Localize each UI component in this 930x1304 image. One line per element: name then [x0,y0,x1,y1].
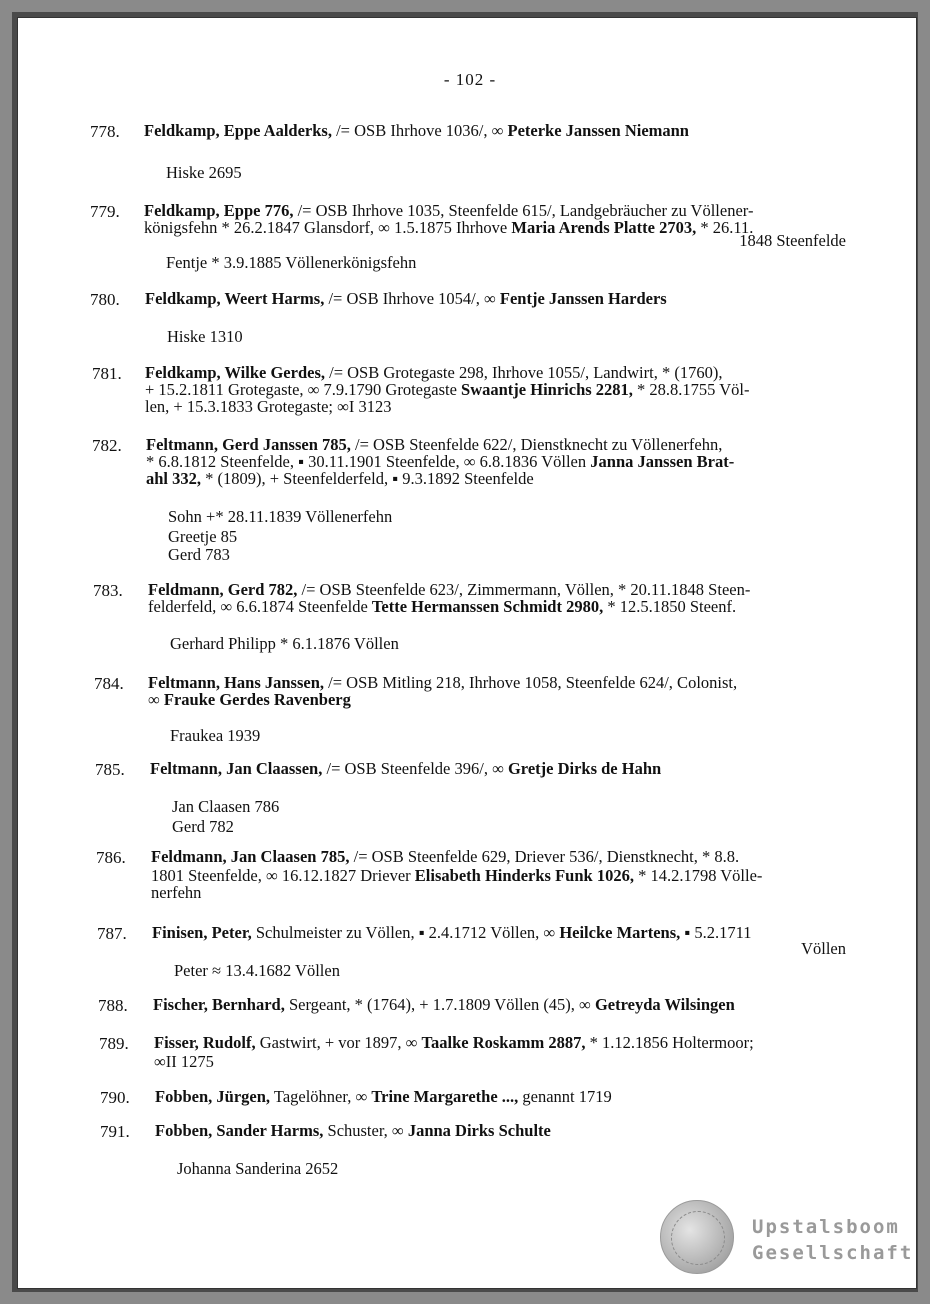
entry-number [100,1122,130,1142]
text-run: /= OSB Mitling 218, Ihrhove 1058, Steenfelde 624/, Colonist, [324,673,738,692]
text-run: * (1809), + Steenfelderfeld, ▪ 9.3.1892 Steenfelde [201,469,534,488]
entry-line-2 [148,598,736,616]
text-run: Schulmeister zu Völlen, ▪ 2.4.1712 Völlen, ∞ [251,923,560,942]
bold-name: Feldkamp, Eppe 776, [144,201,294,220]
text-run: Peter ≈ 13.4.1682 Völlen [174,961,340,980]
child-entry [174,962,340,980]
child-entry [166,164,242,182]
entry-line-1 [155,1088,612,1106]
bold-name: Trine Margarethe ..., [371,1087,519,1106]
text-run: nerfehn [151,883,202,902]
text-run: ∞II 1275 [154,1052,214,1071]
child-entry [170,727,260,745]
bold-name: Taalke Roskamm 2887, [421,1033,586,1052]
child-entry [168,508,392,526]
child-entry [166,254,416,272]
entry-number [95,760,125,780]
entry-line-1 [152,924,752,942]
bold-name: Feltmann, Hans Janssen, [148,673,325,692]
entry-line-1 [155,1122,551,1140]
text-run: Greetje 85 [168,527,238,546]
text-run: ▪ 5.2.1711 [680,923,752,942]
text-run: 781. [92,364,122,383]
child-entry [172,818,234,836]
entry-line-1 [151,848,739,866]
entry-line-2 [148,691,351,709]
text-run: königsfehn * 26.2.1847 Glansdorf, ∞ 1.5.1875 Ihrhove [144,218,512,237]
text-run: Fraukea 1939 [170,726,261,745]
document-page [18,18,916,1288]
text-run: Fentje * 3.9.1885 Völlenerkönigsfehn [166,253,417,272]
text-run: * 14.2.1798 Völle- [633,866,763,885]
entry-number [99,1034,129,1054]
bold-name: Maria Arends Platte 2703, [511,218,697,237]
text-run: * 26.11. [696,218,754,237]
bold-name: Feltmann, Gerd Janssen 785, [146,435,351,454]
watermark-line-1: Upstalsboom [752,1216,900,1238]
bold-name: Gretje Dirks de Hahn [507,759,662,778]
bold-name: Fisser, Rudolf, [154,1033,256,1052]
text-run: /= OSB Steenfelde 629, Driever 536/, Dienstknecht, * 8.8. [349,847,740,866]
watermark-line-2: Gesellschaft [752,1242,914,1264]
entry-line-1 [150,760,661,778]
text-run: 787. [97,924,127,943]
page-number: - 102 - [443,70,497,89]
bold-name: Fobben, Sander Harms, [155,1121,324,1140]
seal-icon [660,1200,734,1274]
entry-line-1 [145,290,667,308]
text-run: Gerd 783 [168,545,230,564]
bold-name: Feldkamp, Eppe Aalderks, [144,121,332,140]
bold-name: Janna Janssen Brat- [590,452,735,471]
text-run: Sohn +* 28.11.1839 Völlenerfehn [168,507,393,526]
entry-number [98,996,128,1016]
text-run: /= OSB Grotegaste 298, Ihrhove 1055/, Landwirt, * (1760), [325,363,723,382]
bold-name: Feltmann, Jan Claassen, [150,759,323,778]
child-entry [177,1160,338,1178]
entry-number [92,364,122,384]
entry-line-2 [154,1053,214,1071]
entry-number [92,436,122,456]
text-run: felderfeld, ∞ 6.6.1874 Steenfelde [148,597,372,616]
entry-number [94,674,124,694]
text-run: /= OSB Steenfelde 622/, Dienstknecht zu Völlenerfehn, [350,435,723,454]
entry-number [96,848,126,868]
text-run: * 28.8.1755 Völ- [632,380,750,399]
entry-number [97,924,127,944]
text-run: Sergeant, * (1764), + 1.7.1809 Völlen (45), ∞ [284,995,595,1014]
text-run: + 15.2.1811 Grotegaste, ∞ 7.9.1790 Grotegaste [145,380,462,399]
bold-name: Fentje Janssen Harders [499,289,667,308]
text-run: 786. [96,848,126,867]
text-run: /= OSB Steenfelde 623/, Zimmermann, Völlen, * 20.11.1848 Steen- [297,580,751,599]
text-run: genannt 1719 [518,1087,612,1106]
child-entry [168,528,237,546]
bold-name: Swaantje Hinrichs 2281, [461,380,633,399]
text-run: * 1.12.1856 Holtermoor; [585,1033,754,1052]
bold-name: Feldmann, Gerd 782, [148,580,298,599]
bold-name: Feldkamp, Wilke Gerdes, [145,363,325,382]
text-run: 783. [93,581,123,600]
bold-name: Getreyda Wilsingen [594,995,735,1014]
text-run: /= OSB Steenfelde 396/, ∞ [322,759,508,778]
text-run: Jan Claasen 786 [172,797,280,816]
text-run: 1848 Steenfelde [739,231,846,250]
bold-name: Heilcke Martens, [559,923,681,942]
bold-name: Elisabeth Hinderks Funk 1026, [414,866,634,885]
bold-name: Tette Hermanssen Schmidt 2980, [371,597,604,616]
entry-line-3 [739,232,846,250]
entry-line-2 [144,219,753,237]
bold-name: ahl 332, [146,469,202,488]
entry-line-3 [151,884,201,902]
text-run: 1801 Steenfelde, ∞ 16.12.1827 Driever [151,866,415,885]
entry-line-2 [151,867,762,885]
text-run: 785. [95,760,125,779]
entry-number [90,202,120,222]
text-run: Hiske 1310 [167,327,243,346]
bold-name: Finisen, Peter, [152,923,252,942]
child-entry [167,328,243,346]
text-run: Johanna Sanderina 2652 [177,1159,339,1178]
text-run: 778. [90,122,120,141]
entry-number [90,290,120,310]
entry-number [90,122,120,142]
text-run: 790. [100,1088,130,1107]
text-run: len, + 15.3.1833 Grotegaste; ∞I 3123 [145,397,392,416]
text-run: Schuster, ∞ [323,1121,408,1140]
bold-name: Fobben, Jürgen, [155,1087,271,1106]
entry-number [100,1088,130,1108]
text-run: Gerhard Philipp * 6.1.1876 Völlen [170,634,399,653]
entry-line-3 [145,398,392,416]
text-run: 791. [100,1122,130,1141]
entry-line-1 [154,1034,754,1052]
entry-line-2 [801,940,846,958]
text-run: Hiske 2695 [166,163,242,182]
child-entry [170,635,399,653]
text-run: 779. [90,202,120,221]
bold-name: Fischer, Bernhard, [153,995,285,1014]
entry-line-1 [153,996,735,1014]
text-run: 788. [98,996,128,1015]
text-run: Völlen [801,939,846,958]
child-entry [168,546,230,564]
entry-line-3 [146,470,534,488]
text-run: /= OSB Ihrhove 1054/, ∞ [324,289,500,308]
child-entry [172,798,279,816]
bold-name: Frauke Gerdes Ravenberg [163,690,351,709]
bold-name: Feldmann, Jan Claasen 785, [151,847,350,866]
text-run: Gerd 782 [172,817,234,836]
text-run: Gastwirt, + vor 1897, ∞ [255,1033,422,1052]
text-run: ∞ [148,690,164,709]
entry-number [93,581,123,601]
text-run: /= OSB Ihrhove 1036/, ∞ [331,121,508,140]
entry-line-1 [144,122,689,140]
bold-name: Janna Dirks Schulte [407,1121,551,1140]
text-run: Tagelöhner, ∞ [270,1087,372,1106]
text-run: 782. [92,436,122,455]
text-run: 780. [90,290,120,309]
bold-name: Feldkamp, Weert Harms, [145,289,325,308]
text-run: /= OSB Ihrhove 1035, Steenfelde 615/, Landgebräucher zu Völlener- [293,201,754,220]
bold-name: Peterke Janssen Niemann [507,121,689,140]
text-run: * 6.8.1812 Steenfelde, ▪ 30.11.1901 Steenfelde, ∞ 6.8.1836 Völlen [146,452,591,471]
text-run: * 12.5.1850 Steenf. [603,597,737,616]
text-run: 789. [99,1034,129,1053]
text-run: 784. [94,674,124,693]
